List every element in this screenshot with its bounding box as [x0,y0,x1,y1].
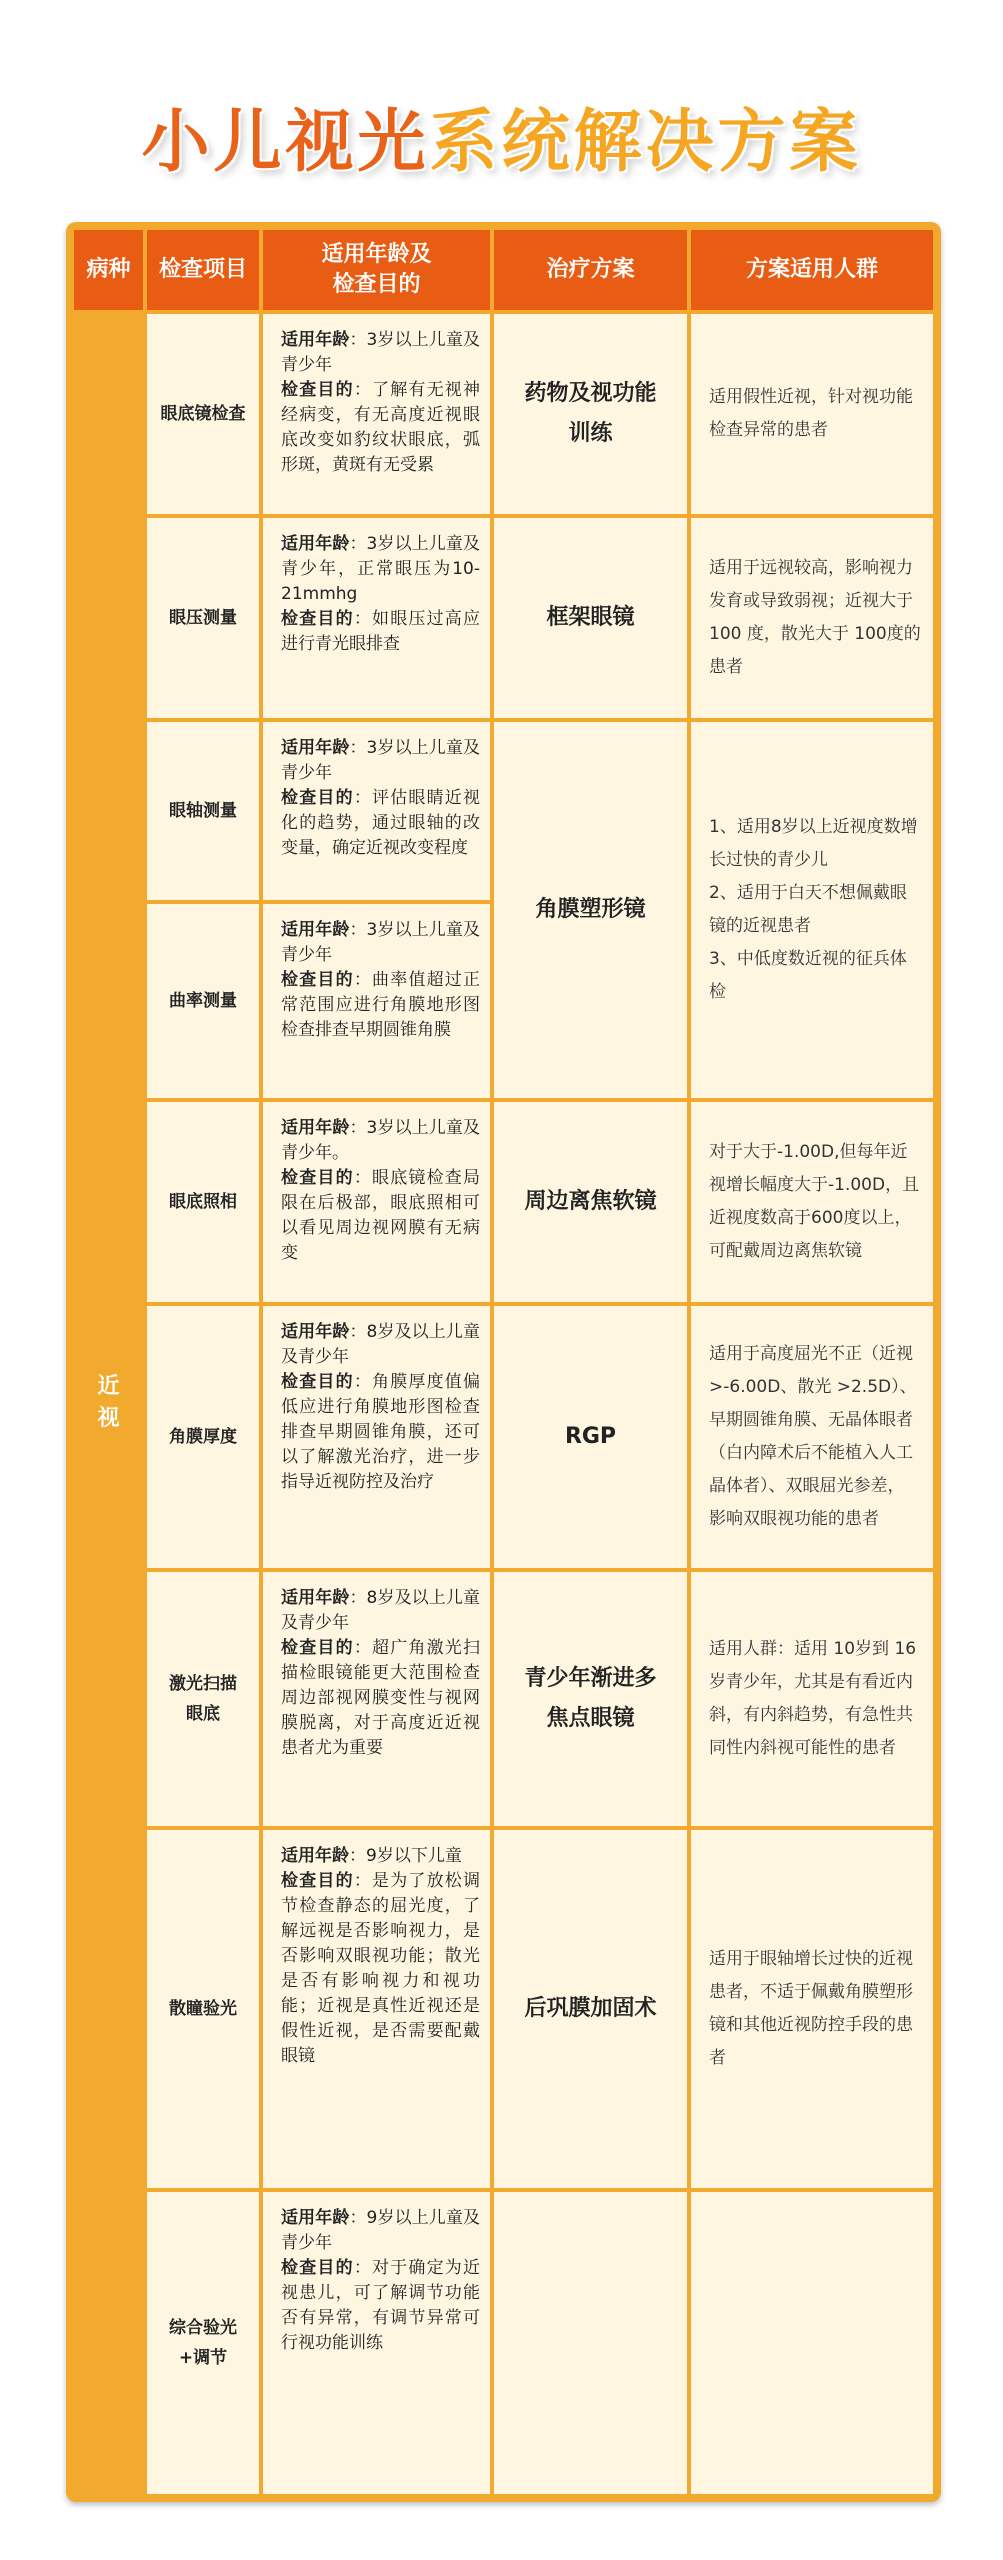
exam-name: 曲率测量 [147,904,259,1098]
header-age-purpose: 适用年龄及 检查目的 [263,230,490,310]
exam-description: 适用年龄：3岁以上儿童及青少年 检查目的：曲率值超过正常范围应进行角膜地形图检查排查早期圆锥角膜 [263,904,490,1098]
treatment-suitable: 适用假性近视，针对视功能检查异常的患者 [691,314,933,514]
treatment-name: 角膜塑形镜 [494,722,687,1098]
exam-name: 眼底照相 [147,1102,259,1302]
treatment-name: 周边离焦软镜 [494,1102,687,1302]
exam-name: 眼底镜检查 [147,314,259,514]
exam-name: 眼轴测量 [147,722,259,900]
empty-suitable-cell [691,2192,933,2494]
exam-description: 适用年龄：3岁以上儿童及青少年 检查目的：评估眼睛近视化的趋势，通过眼轴的改变量，确定近视改变程度 [263,722,490,900]
solution-table [66,222,941,2502]
exam-description: 适用年龄：8岁及以上儿童及青少年 检查目的：超广角激光扫描检眼镜能更大范围检查周边部视网膜变性与视网膜脱离，对于高度近近视患者尤为重要 [263,1572,490,1826]
exam-description: 适用年龄：9岁以上儿童及青少年 检查目的：对于确定为近视患儿，可了解调节功能否有异常，有调节异常可行视功能训练 [263,2192,490,2494]
exam-name: 散瞳验光 [147,1830,259,2188]
header-treatment: 治疗方案 [494,230,687,310]
header-disease: 病种 [74,230,143,310]
exam-name: 激光扫描 眼底 [147,1572,259,1826]
treatment-suitable: 对于大于-1.00D,但每年近视增长幅度大于-1.00D，且近视度数高于600度以上，可配戴周边离焦软镜 [691,1102,933,1302]
exam-description: 适用年龄：8岁及以上儿童及青少年 检查目的：角膜厚度值偏低应进行角膜地形图检查排查早期圆锥角膜，还可以了解激光治疗，进一步指导近视防控及治疗 [263,1306,490,1568]
treatment-name: 青少年渐进多 焦点眼镜 [494,1572,687,1826]
treatment-suitable: 适用于高度屈光不正（近视 >-6.00D、散光 >2.5D）、早期圆锥角膜、无晶体眼者（白内障术后不能植入人工晶体者）、双眼屈光参差，影响双眼视功能的患者 [691,1306,933,1568]
treatment-suitable: 适用于远视较高，影响视力发育或导致弱视；近视大于 100 度，散光大于 100度的患者 [691,518,933,718]
exam-name: 综合验光 +调节 [147,2192,259,2494]
treatment-name: 药物及视功能 训练 [494,314,687,514]
disease-cell: 近 视 [74,312,143,2494]
empty-treatment-cell [494,2192,687,2494]
treatment-suitable: 适用人群：适用 10岁到 16 岁青少年，尤其是有看近内斜，有内斜趋势，有急性共同性内斜视可能性的患者 [691,1572,933,1826]
exam-name: 角膜厚度 [147,1306,259,1568]
exam-description: 适用年龄：9岁以下儿童 检查目的：是为了放松调节检查静态的屈光度，了解远视是否影响视力，是否影响双眼视功能；散光是否有影响视力和视功能；近视是真性近视还是假性近视，是否需要配戴眼镜 [263,1830,490,2188]
page-title: 小儿视光系统解决方案 [141,103,862,182]
exam-description: 适用年龄：3岁以上儿童及青少年 检查目的：了解有无视神经病变，有无高度近视眼底改变如豹纹状眼底，弧形斑，黄斑有无受累 [263,314,490,514]
exam-description: 适用年龄：3岁以上儿童及青少年。 检查目的：眼底镜检查局限在后极部，眼底照相可以看见周边视网膜有无病变 [263,1102,490,1302]
exam-description: 适用年龄：3岁以上儿童及青少年，正常眼压为10-21mmhg 检查目的：如眼压过高应进行青光眼排查 [263,518,490,718]
exam-name: 眼压测量 [147,518,259,718]
header-exam: 检查项目 [147,230,259,310]
treatment-name: 框架眼镜 [494,518,687,718]
treatment-name: RGP [494,1306,687,1568]
header-suitable: 方案适用人群 [691,230,933,310]
treatment-suitable: 1、适用8岁以上近视度数增长过快的青少儿 2、适用于白天不想佩戴眼镜的近视患者 3、中低度数近视的征兵体检 [691,722,933,1098]
treatment-name: 后巩膜加固术 [494,1830,687,2188]
treatment-suitable: 适用于眼轴增长过快的近视患者，不适于佩戴角膜塑形镜和其他近视防控手段的患者 [691,1830,933,2188]
